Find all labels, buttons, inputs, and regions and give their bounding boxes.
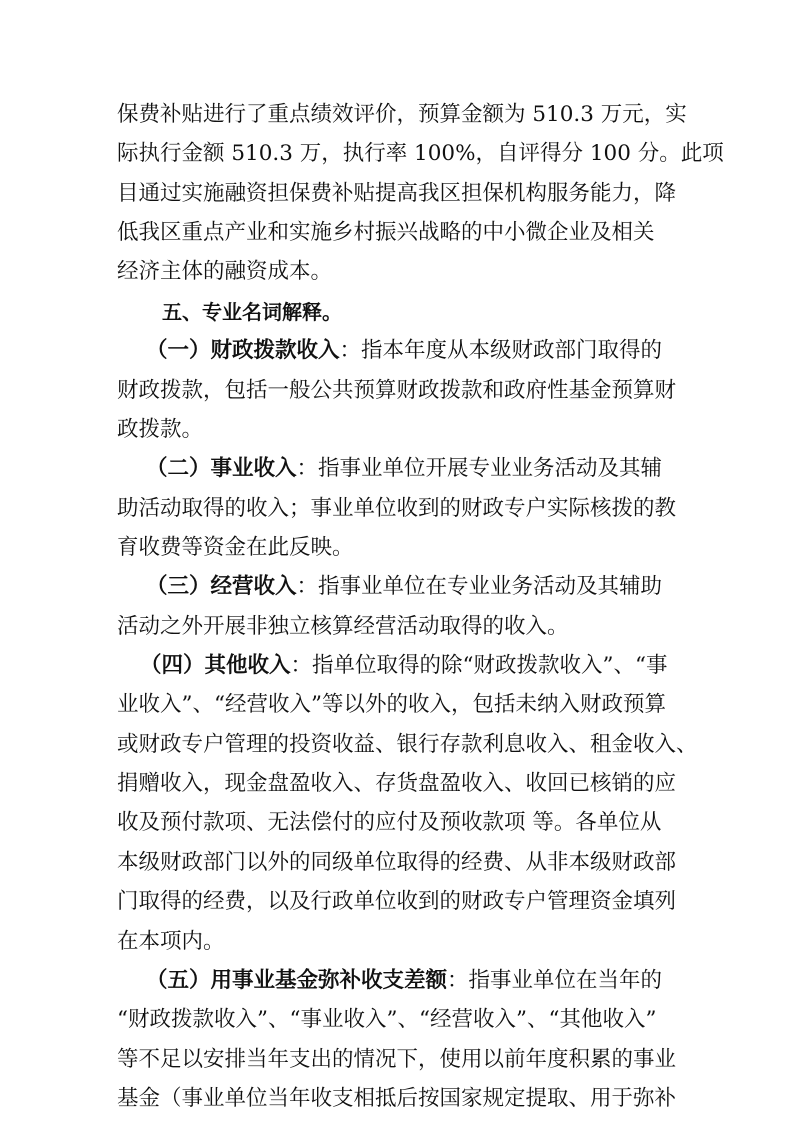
definition-term: （一）财政拨款收入 bbox=[146, 338, 340, 364]
section-heading: 五、专业名词解释。 bbox=[162, 299, 342, 324]
definition-first-line bbox=[140, 651, 668, 681]
paragraph-line: 收及预付款项、无法偿付的应付及预收款项 等。各单位从 bbox=[117, 810, 662, 836]
paragraph-line: “财政拨款收入”、“事业收入”、“经营收入”、“其他收入” bbox=[117, 1007, 657, 1033]
definition-first-line bbox=[146, 336, 662, 366]
paragraph-line: 助活动取得的收入；事业单位收到的财政专户实际核拨的教 bbox=[117, 495, 677, 521]
paragraph-line: 财政拨款，包括一般公共预算财政拨款和政府性基金预算财 bbox=[117, 377, 677, 403]
paragraph-line: 际执行金额 510.3 万，执行率 100%，自评得分 100 分。此项 bbox=[117, 141, 724, 167]
paragraph-line: 活动之外开展非独立核算经营活动取得的收入。 bbox=[117, 613, 569, 639]
paragraph-line: 门取得的经费，以及行政单位收到的财政专户管理资金填列 bbox=[117, 889, 677, 915]
paragraph-line: 业收入”、“经营收入”等以外的收入，包括未纳入财政预算 bbox=[117, 692, 666, 718]
definition-text: ：指本年度从本级财政部门取得的 bbox=[339, 338, 663, 364]
definition-text: ：指事业单位在当年的 bbox=[447, 967, 663, 993]
definition-text: ：指单位取得的除“财政拨款收入”、“事 bbox=[290, 653, 668, 679]
definition-term: （四）其他收入 bbox=[140, 653, 291, 679]
paragraph-line: 基金（事业单位当年收支相抵后按国家规定提取、用于弥补 bbox=[117, 1086, 677, 1111]
paragraph-line: 育收费等资金在此反映。 bbox=[117, 534, 354, 560]
paragraph-line: 政拨款。 bbox=[117, 416, 204, 442]
definition-first-line bbox=[146, 966, 662, 996]
paragraph-line: 捐赠收入，现金盘盈收入、存货盘盈收入、收回已核销的应 bbox=[117, 771, 677, 797]
paragraph-line: 经济主体的融资成本。 bbox=[117, 259, 333, 285]
definition-term: （三）经营收入 bbox=[146, 574, 297, 600]
paragraph-line: 目通过实施融资担保费补贴提高我区担保机构服务能力，降 bbox=[117, 180, 677, 206]
definition-text: ：指事业单位在专业业务活动及其辅助 bbox=[296, 574, 663, 600]
paragraph-line: 本级财政部门以外的同级单位取得的经费、从非本级财政部 bbox=[117, 849, 677, 875]
definition-first-line bbox=[146, 454, 662, 484]
definition-term: （五）用事业基金弥补收支差额 bbox=[146, 967, 448, 993]
paragraph-line: 在本项内。 bbox=[117, 928, 225, 954]
definition-first-line bbox=[146, 572, 662, 602]
definition-text: ：指事业单位开展专业业务活动及其辅 bbox=[296, 456, 663, 482]
paragraph-line: 保费补贴进行了重点绩效评价，预算金额为 510.3 万元，实 bbox=[117, 102, 687, 127]
paragraph-line: 等不足以安排当年支出的情况下，使用以前年度积累的事业 bbox=[117, 1046, 677, 1072]
definition-term: （二）事业收入 bbox=[146, 456, 297, 482]
paragraph-line: 低我区重点产业和实施乡村振兴战略的中小微企业及相关 bbox=[117, 220, 655, 246]
paragraph-line: 或财政专户管理的投资收益、银行存款利息收入、租金收入、 bbox=[117, 731, 698, 757]
